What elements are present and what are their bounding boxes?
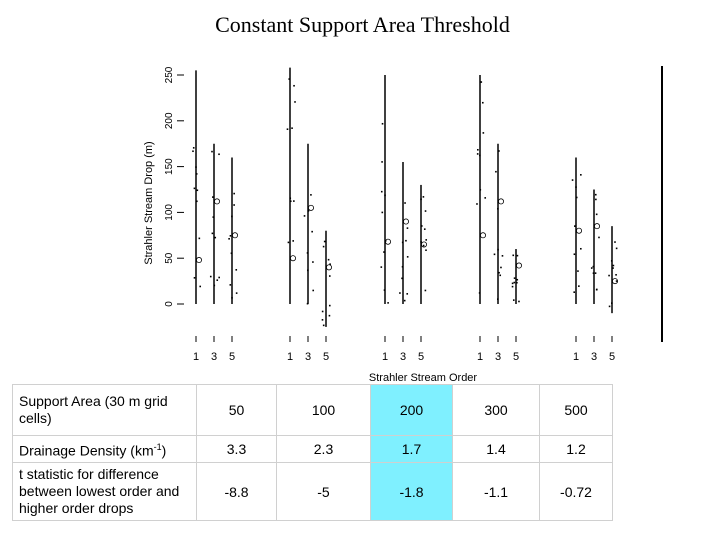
drop-point [498,150,500,152]
drop-point [479,155,481,157]
drop-point [322,319,324,321]
drop-point [288,242,290,244]
drop-point [381,266,383,268]
drop-point [230,235,232,237]
row-label: Drainage Density $(km^{-1})$ [13,436,197,463]
table-cell: 1.2 [540,436,613,463]
drop-point [289,197,291,199]
drop-point [406,293,408,295]
drop-point [616,248,618,250]
drop-point [194,277,196,279]
drop-point [381,161,383,163]
table-cell: -8.8 [197,463,277,521]
drop-point [497,298,499,300]
drop-point [421,225,423,227]
drop-point [384,289,386,291]
drop-point [212,216,214,218]
drop-point [311,231,313,233]
drop-point [293,85,295,87]
x-tick-label: 5 [608,351,616,363]
drop-point [611,302,613,304]
x-tick-label: 5 [228,351,236,363]
table-row-t-statistic [13,463,613,521]
drop-point [328,259,330,261]
drop-point [483,132,485,134]
drop-point [513,299,515,301]
drop-point [228,238,230,240]
drop-point [194,188,196,190]
x-tick-label: 3 [494,351,502,363]
order-1-median [385,239,390,244]
drop-point [425,290,427,292]
order-5-median [232,233,237,238]
drop-point [294,101,296,103]
drop-point [516,279,518,281]
drop-point [404,202,406,204]
drop-point [293,200,295,202]
table-cell-highlighted: 1.7 [371,436,453,463]
order-1-median [290,256,295,261]
drop-point [233,204,235,206]
drop-point [304,215,306,217]
order-3-median [403,219,408,224]
drop-point [514,282,516,284]
drop-point [236,292,238,294]
page-title: Constant Support Area Threshold [215,12,510,37]
drop-point [575,186,577,188]
drop-point [231,216,233,218]
drop-point [329,275,331,277]
drop-point [329,315,331,317]
table-cell-highlighted: 200 [371,385,453,436]
table-cell: 300 [453,385,540,436]
order-5-median [326,265,331,270]
x-axis-label: Strahler Stream Order [368,372,478,384]
drop-point [593,266,595,268]
y-tick-label: 50 [164,252,175,264]
drop-point [231,297,233,299]
x-tick-label: 5 [512,351,520,363]
drop-point [213,285,215,287]
drop-point [596,214,598,216]
table-cell: 2.3 [277,436,371,463]
drop-point [518,301,520,303]
drop-point [290,200,292,202]
drop-point [516,282,518,284]
x-tick-label: 1 [476,351,484,363]
drop-point [477,153,479,155]
x-tick-label: 3 [399,351,407,363]
drop-point [199,238,201,240]
y-tick-label: 250 [164,66,175,84]
drop-point [595,272,597,274]
drop-point [573,291,575,293]
drop-point [484,197,486,199]
table-cell: -0.72 [540,463,613,521]
order-3-median [308,205,313,210]
drop-point [425,249,427,251]
drop-point [578,285,580,287]
drop-point [598,237,600,239]
drop-point [322,311,324,313]
drop-point [211,151,213,153]
drop-point [312,290,314,292]
x-tick-label: 3 [304,351,312,363]
drop-point [384,195,386,197]
drop-point [402,266,404,268]
table-cell: 50 [197,385,277,436]
drop-point [580,248,582,250]
drop-point [615,274,617,276]
drop-point [580,174,582,176]
order-1-median [480,233,485,238]
drop-point [423,245,425,247]
drop-point [612,267,614,269]
table-cell: 100 [277,385,371,436]
drop-point [479,189,481,191]
drop-point [611,260,613,262]
order-1-median [576,228,581,233]
table-cell: 500 [540,385,613,436]
drop-point [497,249,499,251]
drop-point [404,300,406,302]
drop-point [502,255,504,257]
table-cell: -5 [277,463,371,521]
drop-point [595,194,597,196]
panel-support-50 [192,70,237,363]
drop-point [425,239,427,241]
drop-point [387,302,389,304]
drop-point [517,255,519,257]
order-3-median [214,199,219,204]
drop-point [423,196,425,198]
panel-support-200 [381,75,428,363]
drop-point [287,128,289,130]
drop-point [216,279,218,281]
y-tick-label: 150 [164,158,175,175]
drop-point [512,255,514,257]
drop-point [399,292,401,294]
drop-point [288,78,290,80]
drop-point [424,228,426,230]
drop-point [512,283,514,285]
drop-point [494,254,496,256]
drop-point [480,81,482,83]
drop-point [312,261,314,263]
drop-point [479,292,481,294]
x-tick-label: 1 [286,351,294,363]
drop-point [233,193,235,195]
drop-point [401,278,403,280]
drop-point [512,286,514,288]
table-row-support-area [13,385,613,436]
drop-point [498,272,500,274]
drop-point [218,153,220,155]
x-tick-label: 5 [417,351,425,363]
drop-point [196,200,198,202]
panel-support-300 [476,75,521,363]
drop-point [574,225,576,227]
drop-point [593,272,595,274]
drop-point [425,210,427,212]
y-axis-label: Strahler Stream Drop (m) [143,141,155,265]
drop-point [514,277,516,279]
drop-point [608,275,610,277]
drop-point [329,305,331,307]
drop-point [407,227,409,229]
table-cell: 1.4 [453,436,540,463]
drop-point [595,199,597,201]
order-3-median [594,224,599,229]
drop-point [212,196,214,198]
drop-point [591,267,593,269]
drop-point [230,284,232,286]
drop-point [495,171,497,173]
drop-point [212,233,214,235]
drop-point [476,203,478,205]
panel-support-100 [287,68,332,363]
drop-point [323,246,325,248]
drop-point [382,123,384,125]
drop-point [402,242,404,244]
drop-point [292,240,294,242]
drop-point [482,102,484,104]
drop-point [405,240,407,242]
y-tick-label: 200 [164,112,175,130]
drop-point [609,306,611,308]
x-tick-label: 1 [381,351,389,363]
drop-point [381,191,383,193]
drop-point [291,127,293,129]
panel-support-500 [572,157,618,363]
drop-point [497,208,499,210]
drop-point [383,251,385,253]
drop-point [613,265,615,267]
table-row-drainage-density [13,436,613,463]
drop-point [596,289,598,291]
y-tick-label: 0 [164,301,175,307]
drop-point [477,149,479,151]
drop-point [307,252,309,254]
table-cell: 3.3 [197,436,277,463]
row-label: t statistic for difference between lowest order and higher order drops [13,463,197,521]
drop-point [324,241,326,243]
order-5-median [516,263,521,268]
drop-point [214,237,216,239]
drop-point [196,173,198,175]
table-cell: -1.1 [453,463,540,521]
drop-point [218,277,220,279]
drop-point [310,194,312,196]
drop-point [231,252,233,254]
drop-point [195,166,197,168]
drop-point [576,197,578,199]
x-tick-label: 1 [572,351,580,363]
drop-point [199,286,201,288]
drop-point [235,269,237,271]
y-axis [164,66,184,307]
x-tick-label: 5 [322,351,330,363]
row-label: Support Area (30 m grid cells) [13,385,197,436]
order-1-median [196,257,201,262]
drop-point [420,199,422,201]
drop-point [381,212,383,214]
drop-point [499,275,501,277]
drop-point [197,189,199,191]
drop-point [407,256,409,258]
drop-point [574,253,576,255]
drop-point [210,276,212,278]
table-cell-highlighted: -1.8 [371,463,453,521]
support-area-table [12,384,613,521]
drop-point [192,150,194,152]
x-tick-label: 3 [210,351,218,363]
drop-point [323,325,325,327]
x-tick-label: 3 [590,351,598,363]
drop-point [420,241,422,243]
drop-point [614,241,616,243]
drop-point [572,179,574,181]
drop-point [307,303,309,305]
y-tick-label: 100 [164,204,175,221]
drop-point [577,270,579,272]
drop-point [193,147,195,149]
drop-point [307,270,309,272]
drop-point [500,267,502,269]
x-tick-label: 1 [192,351,200,363]
order-3-median [498,199,503,204]
